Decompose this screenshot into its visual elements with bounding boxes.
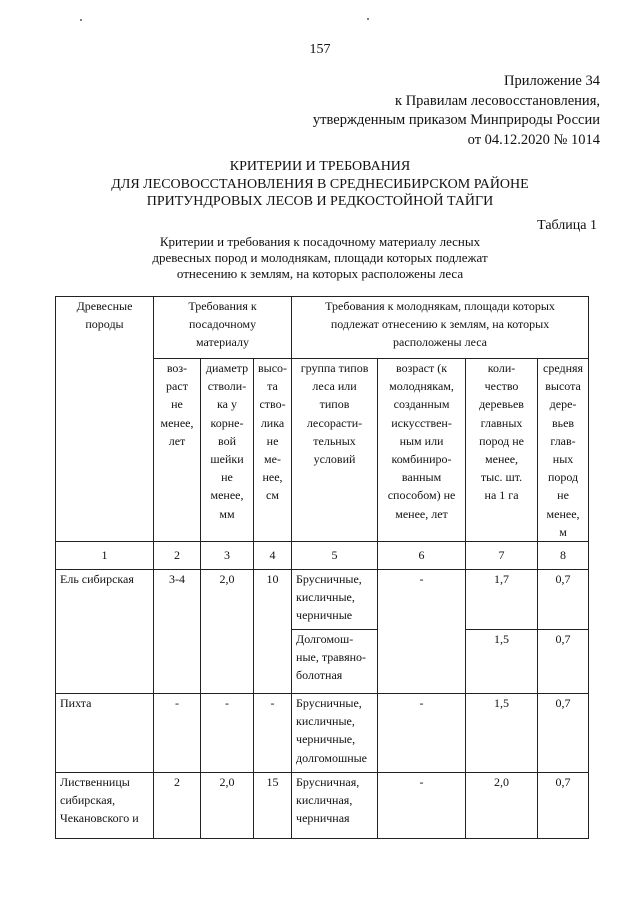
table-caption: [120, 234, 520, 282]
average-height-cell: 0,7: [538, 630, 589, 694]
young-age-cell: [378, 630, 466, 694]
average-height-cell: 0,7: [538, 694, 589, 773]
species-cell: Ель сибирская: [56, 570, 154, 694]
header-row-groups: [56, 297, 589, 359]
forest-type-cell: Долгомош- ные, травяно- болотная: [292, 630, 378, 694]
average-height-cell: 0,7: [538, 570, 589, 630]
scan-speck: [367, 18, 369, 20]
age-cell: 3-4: [154, 570, 201, 694]
diameter-cell: 2,0: [201, 773, 254, 839]
tree-count-cell: 1,5: [466, 694, 538, 773]
stem-height-cell: 10: [254, 570, 292, 694]
forest-type-cell: Брусничные, кисличные, черничные, долгомошные: [292, 694, 378, 773]
caption-line: Критерии и требования к посадочному материалу лесных: [159, 234, 481, 249]
table-row: [56, 694, 589, 773]
caption-line: отнесению к землям, на которых расположены леса: [176, 266, 464, 281]
header-stem-height: высо- та ство- лика не ме- нее, см: [254, 359, 292, 542]
tree-count-cell: 1,5: [466, 630, 538, 694]
header-species: Древесные породы: [56, 297, 154, 542]
tree-count-cell: 2,0: [466, 773, 538, 839]
diameter-cell: -: [201, 694, 254, 773]
header-young-stands: Требования к молоднякам, площади которых подлежат отнесению к землям, на которых расположены леса: [292, 297, 589, 359]
header-average-height: средняя высота дере- вьев глав- ных пород не менее, м: [538, 359, 589, 542]
column-number: 3: [201, 542, 254, 570]
appendix-line: от 04.12.2020 № 1014: [467, 131, 600, 148]
header-forest-type-group: группа типов леса или типов лесорасти- тельных условий: [292, 359, 378, 542]
diameter-cell: 2,0: [201, 570, 254, 694]
column-number-row: [56, 542, 589, 570]
age-cell: -: [154, 694, 201, 773]
header-young-stand-age: возраст (к молоднякам, созданным искусствен- ным или комбиниро- ванным способом) не менее, лет: [378, 359, 466, 542]
column-number: 2: [154, 542, 201, 570]
table-label: Таблица 1: [537, 218, 597, 233]
young-age-cell: -: [378, 694, 466, 773]
column-number: 6: [378, 542, 466, 570]
column-number: 1: [56, 542, 154, 570]
appendix-line: к Правилам лесовосстановления,: [395, 92, 600, 109]
table-row: [56, 570, 589, 630]
title-line: ПРИТУНДРОВЫХ ЛЕСОВ И РЕДКОСТОЙНОЙ ТАЙГИ: [146, 194, 494, 209]
title-line: КРИТЕРИИ И ТРЕБОВАНИЯ: [229, 159, 411, 174]
species-cell: Лиственницы сибирская, Чекановского и: [56, 773, 154, 839]
appendix-line: Приложение 34: [504, 73, 600, 89]
column-number: 8: [538, 542, 589, 570]
stem-height-cell: 15: [254, 773, 292, 839]
appendix-line: утвержденным приказом Минприроды России: [312, 112, 600, 128]
average-height-cell: 0,7: [538, 773, 589, 839]
table-row: [56, 773, 589, 839]
age-cell: 2: [154, 773, 201, 839]
forest-type-cell: Брусничные, кисличные, черничные: [292, 570, 378, 630]
title-line: ДЛЯ ЛЕСОВОССТАНОВЛЕНИЯ В СРЕДНЕСИБИРСКОМ РАЙОНЕ: [111, 176, 529, 192]
column-number: 5: [292, 542, 378, 570]
stem-height-cell: -: [254, 694, 292, 773]
species-cell: Пихта: [56, 694, 154, 773]
document-title: [0, 158, 640, 211]
young-age-cell: -: [378, 570, 466, 630]
page-number: 157: [309, 42, 331, 57]
scan-speck: [80, 19, 82, 21]
caption-line: древесных пород и молоднякам, площади которых подлежат: [152, 250, 488, 265]
header-age: воз- раст не менее, лет: [154, 359, 201, 542]
tree-count-cell: 1,7: [466, 570, 538, 630]
header-diameter: диаметр стволи- ка у корне- вой шейки не менее, мм: [201, 359, 254, 542]
forest-type-cell: Брусничная, кисличная, черничная: [292, 773, 378, 839]
column-number: 7: [466, 542, 538, 570]
young-age-cell: -: [378, 773, 466, 839]
appendix-reference: [313, 72, 600, 150]
header-planting-material: Требования к посадочному материалу: [154, 297, 292, 359]
criteria-table: [55, 296, 589, 839]
header-tree-count: коли- чество деревьев главных пород не менее, тыс. шт. на 1 га: [466, 359, 538, 542]
column-number: 4: [254, 542, 292, 570]
